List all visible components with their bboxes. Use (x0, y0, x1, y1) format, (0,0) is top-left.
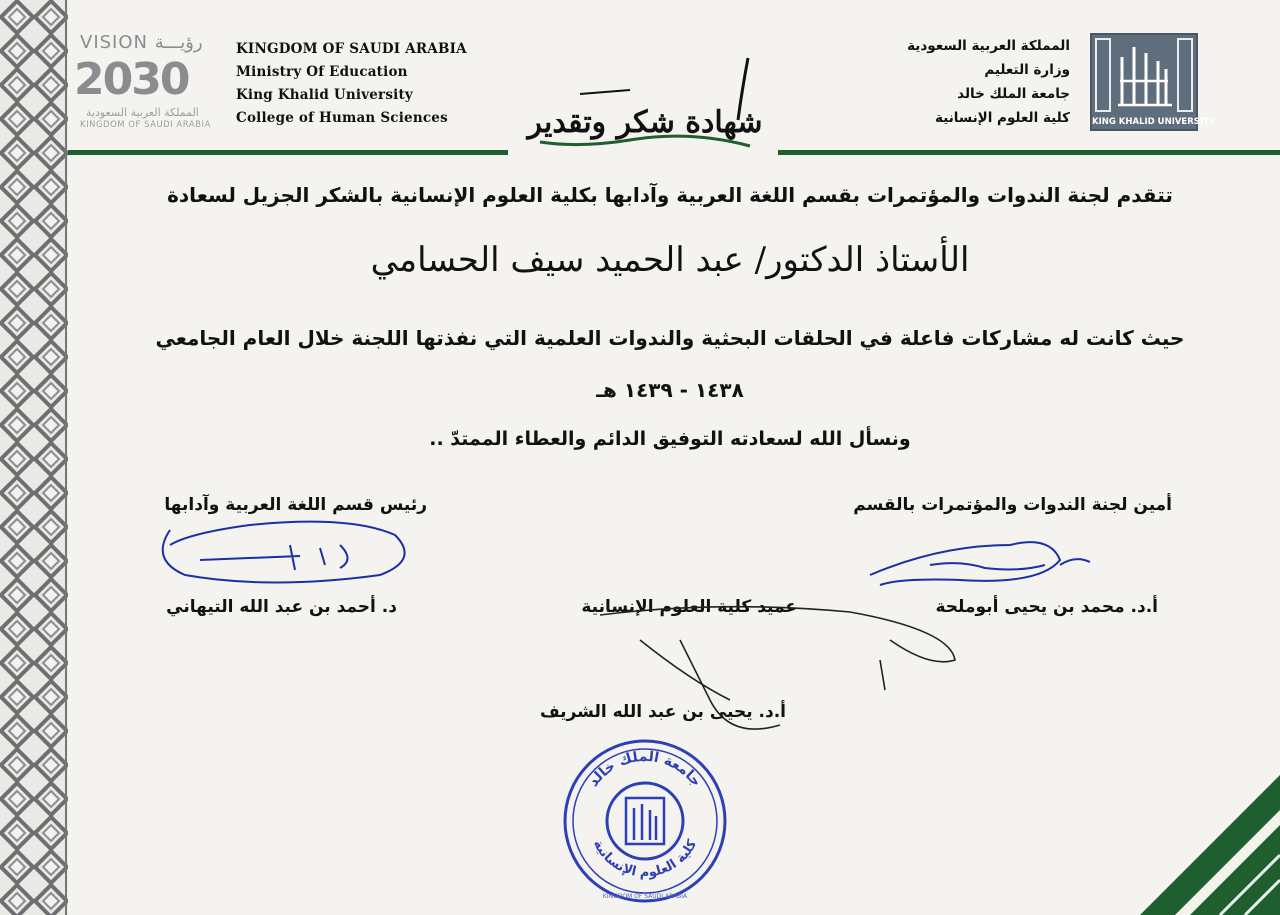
recipient-name: الأستاذ الدكتور/ عبد الحميد سيف الحسامي (370, 240, 970, 280)
certificate-title (510, 50, 780, 162)
department-head-signature (163, 522, 405, 583)
vision-logo-arabic-text: المملكة العربية السعودية (86, 106, 199, 119)
intro-text: تتقدم لجنة الندوات والمؤتمرات بقسم اللغة العربية وآدابها بكلية العلوم الإنسانية بالشكر الجزيل لسعادة (167, 183, 1173, 207)
committee-secretary-signature (870, 542, 1090, 585)
reason-text: حيث كانت له مشاركات فاعلة في الحلقات البحثية والندوات العلمية التي نفذتها اللجنة خلال العام الجامعي (155, 326, 1185, 350)
dean-name: أ.د. يحيى بن عبد الله الشريف (539, 702, 786, 722)
stamp-emblem-icon (626, 798, 664, 844)
vision-2030-logo (72, 32, 227, 132)
arabic-header (907, 34, 1070, 130)
university-emblem-icon (1092, 35, 1196, 115)
header-kingdom-ar: المملكة العربية السعودية (907, 38, 1070, 54)
university-logo-label: KING KHALID UNIVERSITY (1092, 117, 1216, 127)
academic-year: ١٤٣٨ - ١٤٣٩ هـ (596, 378, 744, 402)
header-university-ar: جامعة الملك خالد (957, 86, 1070, 102)
dean-title: عميد كلية العلوم الإنسانية (581, 597, 797, 617)
committee-secretary-name: أ.د. محمد بن يحيى أبوملحة (935, 597, 1158, 617)
header-divider (68, 150, 1280, 155)
vision-logo-top-text: VISION رؤيـــة (80, 32, 203, 53)
header-university-en: King Khalid University (236, 87, 413, 103)
header-ministry-en: Ministry Of Education (236, 64, 408, 80)
closing-wish: ونسأل الله لسعادته التوفيق الدائم والعطاء الممتدّ .. (429, 428, 911, 450)
committee-secretary-title: أمين لجنة الندوات والمؤتمرات بالقسم (853, 495, 1172, 515)
department-head-title: رئيس قسم اللغة العربية وآدابها (164, 495, 427, 515)
stamp-bottom-text: كلية العلوم الإنسانية (589, 837, 701, 881)
header-college-en: College of Human Sciences (236, 110, 448, 126)
vision-logo-english-text: KINGDOM OF SAUDI ARABIA (80, 120, 211, 130)
english-header (236, 38, 467, 130)
official-stamp (560, 736, 730, 906)
corner-ornament (1130, 755, 1280, 915)
king-khalid-university-logo (1090, 33, 1216, 131)
header-kingdom-en: KINGDOM OF SAUDI ARABIA (236, 41, 467, 57)
certificate-title-text: شهادة شكر وتقدير (527, 105, 763, 140)
header-college-ar: كلية العلوم الإنسانية (935, 110, 1070, 126)
vision-logo-year: 2030 (74, 54, 189, 105)
left-decorative-border (0, 0, 68, 915)
stamp-outer-text: KINGDOM OF SAUDI ARABIA (602, 893, 688, 900)
stamp-top-text: جامعة الملك خالد (585, 748, 705, 790)
header-ministry-ar: وزارة التعليم (984, 62, 1070, 78)
department-head-name: د. أحمد بن عبد الله التيهاني (166, 597, 397, 617)
